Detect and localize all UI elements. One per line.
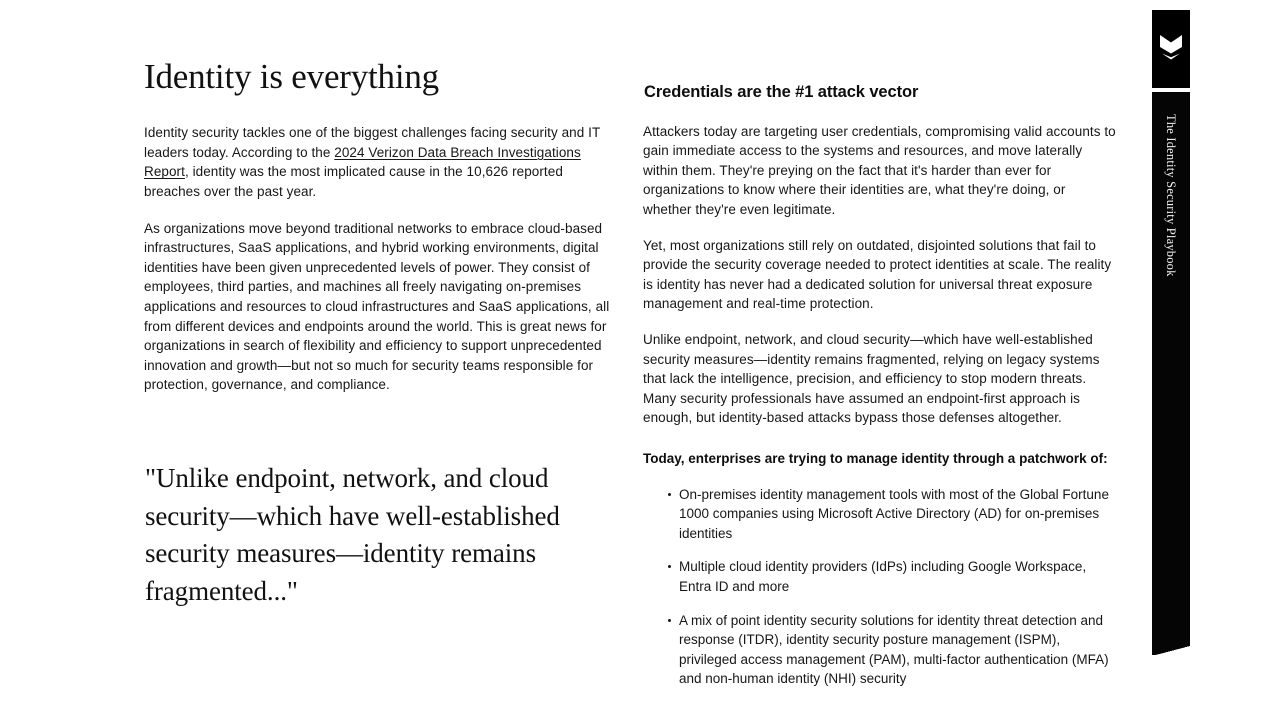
list-item-label: A mix of point identity security solutions for identity threat detection and response (ITDR), identity security posture management (ISPM), privileged access management (PAM), multi-factor authentication (MFA) and non-human identity (NHI) security (679, 612, 1109, 687)
right-paragraph-2: Yet, most organizations still rely on outdated, disjointed solutions that fail to provide the security coverage needed to protect identities at scale. The reality is identity has never had a dedicated solution for universal threat exposure management and real-time protection. (643, 237, 1112, 312)
paragraph-1-text-before-link: Identity security tackles one of the biggest challenges facing security and IT leaders today. According to the (144, 125, 601, 160)
left-column (144, 56, 614, 412)
sidebar-spine-panel (1152, 92, 1190, 655)
list-item-label: Multiple cloud identity providers (IdPs) including Google Workspace, Entra ID and more (679, 559, 1087, 594)
list-item (643, 485, 1117, 544)
bullet-dot-icon (668, 619, 671, 622)
list-item (643, 557, 1117, 596)
list-item-label: On-premises identity management tools with most of the Global Fortune 1000 companies using Microsoft Active Directory (AD) for on-premises identities (679, 486, 1109, 541)
bullet-dot-icon (668, 565, 671, 568)
pull-quote: "Unlike endpoint, network, and cloud security—which have well-established security measures—identity remains fragmented..." (145, 463, 560, 606)
bullet-list-lead-in: Today, enterprises are trying to manage identity through a patchwork of: (643, 450, 1108, 466)
right-paragraph-3: Unlike endpoint, network, and cloud security—which have well-established security measures—identity remains fragmented, relying on legacy systems that lack the intelligence, precision, and efficiency to stop modern threats. Many security professionals have assumed an endpoint-first approach is enough, but identity-based attacks bypass those defenses altogether. (643, 331, 1100, 426)
section-heading: Credentials are the #1 attack vector (644, 83, 919, 101)
verizon-dbir-link[interactable]: 2024 Verizon Data Breach Investigations Report (144, 144, 581, 180)
sidebar-logo-panel (1152, 10, 1190, 88)
sidebar-spine-title: The Identity Security Playbook (1164, 114, 1178, 277)
chevron-wings-logo-icon (1159, 34, 1183, 64)
page-title: Identity is everything (144, 57, 439, 96)
right-column (643, 82, 1117, 703)
list-item (643, 611, 1117, 689)
paragraph-1-text-after-link: , identity was the most implicated cause in the 10,626 reported breaches over the past year. (144, 164, 563, 200)
left-paragraph-2: As organizations move beyond traditional networks to embrace cloud-based infrastructures, SaaS applications, and hybrid working environments, digital identities have been given unprecedented levels of power. They consist of employees, third parties, and machines all freely navigating on-premises applications and resources to cloud infrastructures and SaaS applications, all from different devices and endpoints around the world. This is great news for organizations in search of flexibility and efficiency to support unprecedented innovation and growth—but not so much for security teams responsible for protection, governance, and compliance. (144, 220, 610, 393)
right-paragraph-1: Attackers today are targeting user credentials, compromising valid accounts to gain immediate access to the systems and resources, and move laterally within them. They're preying on the fact that it's harder than ever for organizations to know where their identities are, what they're doing, or whether they're even legitimate. (643, 123, 1116, 217)
left-paragraph-1 (144, 123, 614, 201)
patchwork-bullet-list (643, 485, 1117, 689)
bullet-dot-icon (668, 493, 671, 496)
